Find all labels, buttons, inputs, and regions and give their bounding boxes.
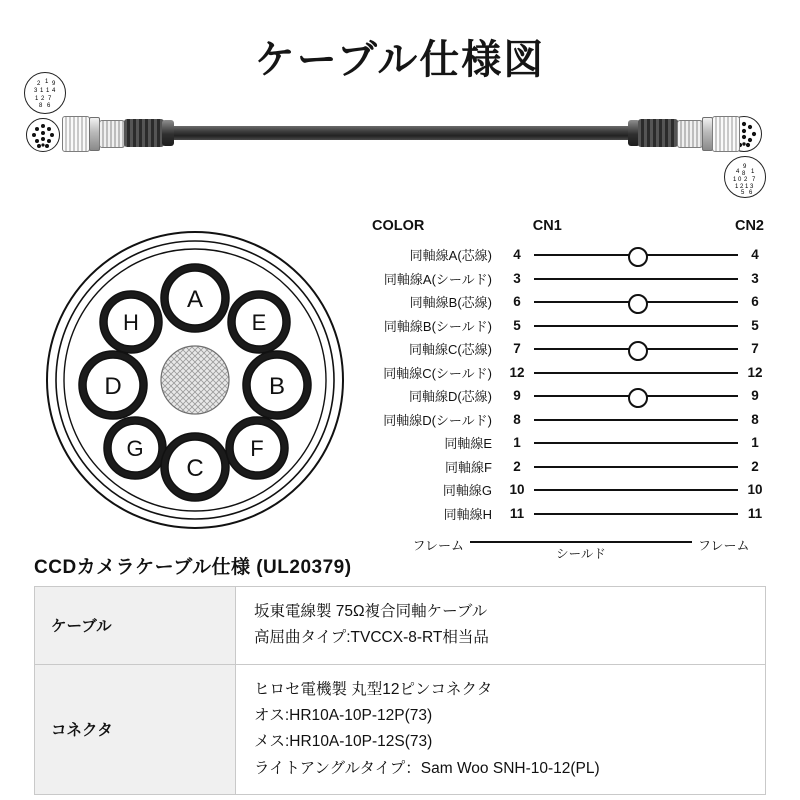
- wiring-row-cn1: 2: [513, 458, 521, 474]
- wiring-row-link: [534, 384, 738, 408]
- wiring-row-label: 同軸線C(シールド): [383, 365, 492, 381]
- svg-text:2: 2: [41, 96, 45, 102]
- wiring-header-color: COLOR: [372, 218, 425, 234]
- wiring-row-label: 同軸線C(芯線): [408, 342, 492, 358]
- wiring-row-cn2: 7: [751, 341, 759, 357]
- wiring-row-link: [534, 361, 738, 385]
- spec-line: 高屈曲タイプ:TVCCX-8-RT相当品: [254, 629, 489, 647]
- wiring-row: [372, 478, 772, 502]
- wiring-row: [372, 267, 772, 291]
- wiring-row: [372, 314, 772, 338]
- wiring-row: [372, 455, 772, 479]
- cable-cross-section: [30, 215, 360, 545]
- wiring-row-node: [628, 247, 648, 267]
- wiring-row-cn2: 3: [751, 270, 759, 286]
- page-title: ケーブル仕様図: [254, 38, 546, 82]
- svg-text:1: 1: [35, 96, 39, 102]
- wiring-row: [372, 384, 772, 408]
- wiring-row-label: 同軸線D(芯線): [408, 389, 492, 405]
- svg-text:1: 1: [735, 184, 739, 190]
- core-label: D: [104, 373, 122, 400]
- wiring-frame-row: [372, 531, 772, 561]
- wiring-row-node: [628, 341, 648, 361]
- wiring-row-link: [534, 290, 738, 314]
- wiring-row-link: [534, 267, 738, 291]
- wiring-diagram: [372, 218, 772, 561]
- wiring-row: [372, 337, 772, 361]
- svg-text:1: 1: [751, 169, 755, 175]
- svg-text:9: 9: [743, 164, 747, 170]
- core-label: C: [186, 455, 204, 482]
- spec-value-cable: [236, 587, 766, 665]
- wiring-row-cn2: 2: [751, 458, 759, 474]
- wiring-row-cn2: 11: [747, 505, 763, 521]
- spec-title: CCDカメラケーブル仕様 (UL20379): [34, 557, 352, 578]
- wiring-row-cn2: 5: [751, 317, 759, 333]
- wiring-row-label: 同軸線A(シールド): [383, 271, 492, 287]
- wiring-row-link: [534, 431, 738, 455]
- spec-value-connector: [236, 664, 766, 794]
- wiring-row-label: 同軸線A(芯線): [409, 248, 492, 264]
- wiring-row-link: [534, 455, 738, 479]
- svg-text:7: 7: [752, 177, 756, 183]
- wiring-row-cn2: 6: [751, 294, 759, 310]
- spec-line: メス:HR10A-10P-12S(73): [254, 733, 433, 751]
- wiring-row-cn2: 1: [751, 435, 759, 451]
- wiring-row-cn1: 12: [509, 364, 525, 380]
- svg-text:8: 8: [742, 171, 746, 177]
- wiring-header-cn1: CN1: [532, 218, 562, 234]
- wiring-row-cn1: 4: [513, 247, 521, 263]
- pinmap-cn2-bottom-glyph: [725, 157, 765, 197]
- core-label: B: [268, 373, 286, 400]
- spec-line: オス:HR10A-10P-12P(73): [254, 707, 433, 725]
- connector-pinmap-cn1-face: [26, 118, 60, 152]
- wiring-row-cn1: 6: [513, 294, 521, 310]
- svg-text:2: 2: [744, 177, 748, 183]
- wiring-row-link: [534, 337, 738, 361]
- core-label: A: [186, 286, 204, 313]
- wiring-row-label: 同軸線B(シールド): [383, 318, 492, 334]
- wiring-row-cn2: 12: [747, 364, 763, 380]
- wiring-row-cn1: 11: [509, 505, 525, 521]
- svg-text:5: 5: [741, 190, 745, 196]
- wiring-row-label: 同軸線F: [445, 459, 492, 475]
- svg-text:1: 1: [733, 177, 737, 183]
- svg-text:6: 6: [47, 103, 51, 109]
- shield-link: [470, 531, 692, 561]
- core-label: F: [250, 436, 264, 461]
- table-row: [35, 587, 766, 665]
- wiring-row-label: 同軸線B(芯線): [409, 295, 492, 311]
- pinmap-cn1-top-glyph: [25, 73, 65, 113]
- wiring-row: [372, 431, 772, 455]
- cable-illustration: [0, 79, 800, 196]
- svg-text:9: 9: [52, 81, 56, 87]
- wiring-row-cn1: 3: [513, 270, 521, 286]
- svg-text:7: 7: [48, 96, 52, 102]
- wiring-row-link: [534, 243, 738, 267]
- wiring-row-link: [534, 502, 738, 526]
- core-label: H: [123, 310, 139, 335]
- wiring-row-node: [628, 294, 648, 314]
- wiring-row-cn2: 9: [751, 388, 759, 404]
- core-label: E: [251, 310, 267, 335]
- wiring-row-node: [628, 388, 648, 408]
- svg-text:1: 1: [40, 88, 44, 94]
- wiring-row-link: [534, 408, 738, 432]
- svg-text:8: 8: [39, 103, 43, 109]
- wiring-row: [372, 502, 772, 526]
- svg-text:4: 4: [736, 169, 740, 175]
- wiring-row-cn1: 7: [513, 341, 521, 357]
- wiring-row: [372, 408, 772, 432]
- table-row: [35, 664, 766, 794]
- spec-key-connector: コネクタ: [35, 664, 236, 794]
- spec-line: ヒロセ電機製 丸型12ピンコネクタ: [254, 680, 493, 698]
- svg-text:1: 1: [46, 88, 50, 94]
- wiring-row-cn1: 8: [513, 411, 521, 427]
- svg-text:2: 2: [740, 184, 744, 190]
- wiring-row-cn1: 10: [509, 482, 525, 498]
- wiring-row-label: 同軸線H: [443, 506, 492, 522]
- wiring-row: [372, 243, 772, 267]
- shield-label: シールド: [550, 544, 612, 562]
- frame-right-label: フレーム: [698, 537, 750, 553]
- svg-text:4: 4: [52, 88, 56, 94]
- wiring-row: [372, 361, 772, 385]
- connector-pinmap-cn2-bottom: [724, 156, 766, 198]
- spec-table: [34, 586, 766, 795]
- connector-right: [628, 116, 738, 150]
- wiring-row-cn2: 10: [747, 482, 763, 498]
- wiring-row-link: [534, 314, 738, 338]
- wiring-header-cn2: CN2: [734, 218, 764, 234]
- wiring-header: [372, 218, 772, 234]
- spec-line: 坂東電線製 75Ω複合同軸ケーブル: [254, 603, 488, 620]
- wiring-row-cn1: 9: [513, 388, 521, 404]
- frame-left-label: フレーム: [412, 537, 464, 553]
- svg-text:1: 1: [745, 184, 749, 190]
- wiring-row-label: 同軸線D(シールド): [383, 412, 492, 428]
- cable-jacket: [160, 126, 640, 140]
- wiring-row-cn1: 1: [513, 435, 521, 451]
- svg-text:2: 2: [37, 81, 41, 87]
- wiring-row-link: [534, 478, 738, 502]
- wiring-row-cn1: 5: [513, 317, 521, 333]
- svg-text:3: 3: [750, 184, 754, 190]
- connector-pinmap-cn1-top: [24, 72, 66, 114]
- svg-text:1: 1: [45, 79, 49, 85]
- wiring-row: [372, 290, 772, 314]
- wiring-row-cn2: 4: [751, 247, 759, 263]
- connector-left: [62, 116, 172, 150]
- wiring-row-label: 同軸線G: [442, 483, 492, 499]
- spec-key-cable: ケーブル: [35, 587, 236, 665]
- spec-line: ライトアングルタイプ：Sam Woo SNH-10-12(PL): [254, 759, 600, 777]
- svg-text:6: 6: [749, 190, 753, 196]
- pinmap-cn1-face-glyph: [27, 119, 59, 151]
- wiring-row-cn2: 8: [751, 411, 759, 427]
- core-label: G: [126, 436, 144, 461]
- wiring-row-label: 同軸線E: [444, 436, 492, 452]
- svg-text:0: 0: [738, 177, 742, 183]
- svg-text:3: 3: [34, 88, 38, 94]
- cross-section-svg: [30, 215, 360, 545]
